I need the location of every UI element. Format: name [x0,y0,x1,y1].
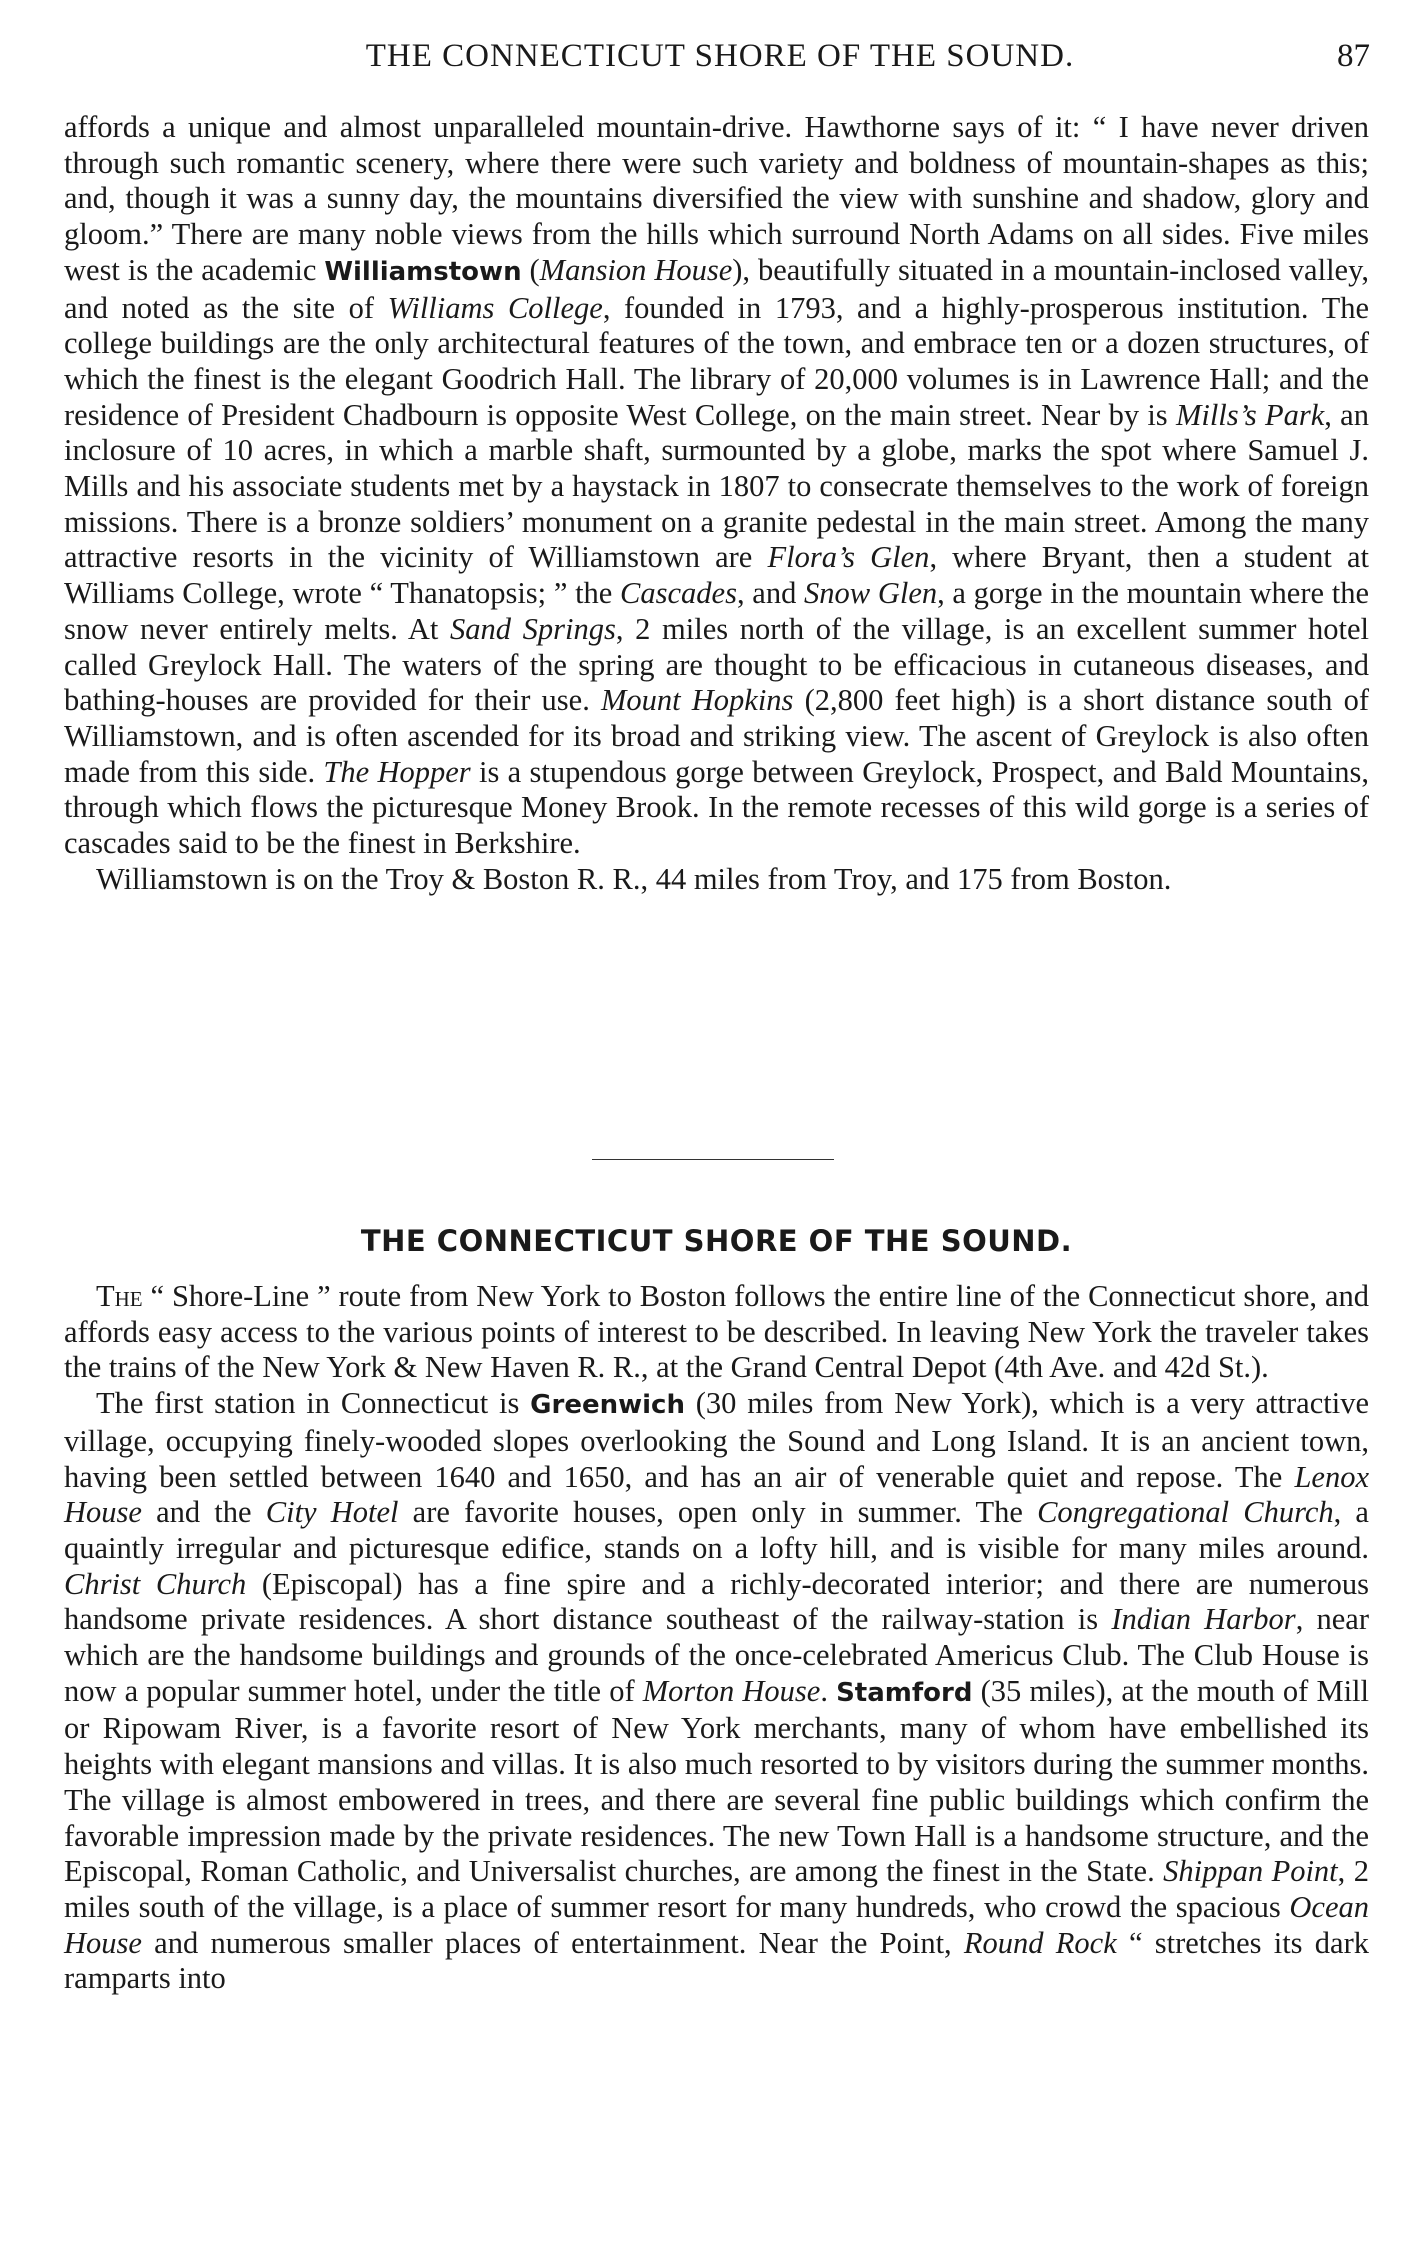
italic-round-rock: Round Rock [963,1925,1117,1960]
text-run: and numerous smaller places of entertainment. Near the Point, [141,1925,964,1960]
shore-line-paragraph [64,1279,1369,1386]
italic-congregational-church: Congregational Church [1037,1495,1334,1530]
running-head [70,38,1370,82]
williamstown-section [64,110,1369,897]
page-number: 87 [1337,38,1370,74]
text-run: ), beautifully situated in a mountain-inclosed valley, and noted as the site of [64,252,1369,325]
place-name-stamford: Stamford [836,1677,973,1708]
text-run: “ stretches its dark ramparts into [64,1925,1369,1996]
text-run: is a stupendous gorge between Greylock, Prospect, and Bald Mountains, through which flows the picturesque Money Brook. In the remote recesses of this wild gorge is a series of cascades said to be the finest in Berkshire. [64,754,1369,861]
text-run: “ Shore-Line ” route from New York to Boston follows the entire line of the Connecticut shore, and affords easy access to the various points of interest to be described. In leaving New York the traveler takes the trains of the New York & New Haven R. R., at the Grand Central Depot (4th Ave. and 42d St.). [64,1279,1369,1385]
text-run: (Episcopal) has a fine spire and a richly-decorated interior; and there are numerous handsome private residences. A short distance southeast of the railway-station is [64,1566,1369,1637]
italic-mansion-house: Mansion House [539,252,733,287]
text-run: (30 miles from New York), which is a very attractive village, occupying finely-wooded slopes overlooking the Sound and Long Island. It is an ancient town, having been settled between 1640 and 1650, and has an air of venerable quiet and repose. The [64,1386,1369,1494]
running-title: THE CONNECTICUT SHORE OF THE SOUND. [365,38,1075,74]
text-run: are favorite houses, open only in summer. The [398,1495,1038,1530]
text-run: ( [521,252,540,287]
place-name-williamstown: Williamstown [324,256,522,287]
text-run: , a gorge in the mountain where the snow never entirely melts. At [64,576,1369,646]
italic-sand-springs: Sand Springs [450,611,616,646]
italic-snow-glen: Snow Glen [804,576,938,611]
italic-morton-house: Morton House [642,1673,821,1708]
text-run: , and [736,576,805,611]
text-run: , 2 miles south of the village, is a place of summer resort for many hundreds, who crowd the spacious [64,1854,1369,1924]
italic-ocean-house: Ocean House [64,1889,1369,1960]
text-run: , a quaintly irregular and picturesque edifice, stands on a lofty hill, and is visible for many miles around. [64,1495,1369,1565]
text-run: (35 miles), at the mouth of Mill or Ripowam River, is a favorite resort of New York merchants, many of whom have embellished its heights with elegant mansions and villas. It is also much resorted to by visitors during the summer months. The village is almost embowered in trees, and there are several fine public buildings which confirm the favorable impression made by the private residences. The new Town Hall is a handsome structure, and the Episcopal, Roman Catholic, and Universalist churches, are among the finest in the State. [64,1673,1370,1889]
place-name-greenwich: Greenwich [530,1390,685,1421]
williamstown-paragraph [64,110,1369,862]
italic-city-hotel: City Hotel [265,1495,399,1530]
italic-floras-glen: Flora’s Glen [767,540,930,575]
italic-mount-hopkins: Mount Hopkins [600,683,794,718]
text-run: , founded in 1793, and a highly-prosperous institution. The college buildings are the only architectural features of the town, and embrace ten or a dozen structures, of which the finest is the elegant Goodrich Hall. The library of 20,000 volumes is in Lawrence Hall; and the residence of President Chadbourn is opposite West College, on the main street. Near by is [64,290,1369,432]
italic-the-hopper: The Hopper [323,754,471,789]
section-heading: THE CONNECTICUT SHORE OF THE SOUND. [360,1224,1073,1258]
text-run: , where Bryant, then a student at Williams College, wrote “ Thanatopsis; ” the [64,540,1370,611]
text-run: and the [141,1495,266,1530]
text-run: , 2 miles north of the village, is an excellent summer hotel called Greylock Hall. The waters of the spring are thought to be efficacious in cutaneous diseases, and bathing-houses are provided for their use. [64,611,1369,718]
connecticut-shore-section [64,1279,1369,1997]
italic-shippan-point: Shippan Point [1163,1854,1338,1889]
small-caps-the: The [96,1279,143,1313]
italic-christ-church: Christ Church [64,1566,247,1601]
text-run: , an inclosure of 10 acres, in which a marble shaft, surmounted by a globe, marks the spot where Samuel J. Mills and his associate students met by a haystack in 1807 to consecrate themselves to the work of foreign missions. There is a bronze soldiers’ monument on a granite pedestal in the main street. Among the many attractive resorts in the vicinity of Williamstown are [64,397,1369,575]
italic-williams-college: Williams College [387,290,603,325]
section-divider [592,1159,834,1160]
italic-lenox-house: Lenox House [64,1459,1369,1530]
greenwich-stamford-paragraph [64,1386,1369,1997]
text-run: . [820,1673,837,1708]
text-run: affords a unique and almost unparalleled mountain-drive. Hawthorne says of it: “ I have never driven through such romantic scenery, where there were such variety and boldness of mountain-shapes as this; and, though it was a sunny day, the mountains diversified the view with sunshine and shadow, glory and gloom.” There are many noble views from the hills which surround North Adams on all sides. Five miles west is the academic [64,110,1369,287]
text-run: The first station in Connecticut is [96,1386,531,1421]
italic-mills-park: Mills’s Park [1175,397,1325,432]
italic-cascades: Cascades [620,576,737,611]
text-run: , near which are the handsome buildings and grounds of the once-celebrated Americus Club. The Club House is now a popular summer hotel, under the title of [64,1602,1370,1708]
italic-indian-harbor: Indian Harbor [1111,1602,1296,1637]
text-run: (2,800 feet high) is a short distance south of Williamstown, and is often ascended for its broad and striking view. The ascent of Greylock is also often made from this side. [64,683,1369,789]
williamstown-distance-paragraph: Williamstown is on the Troy & Boston R. R., 44 miles from Troy, and 175 from Boston. [96,861,1172,896]
